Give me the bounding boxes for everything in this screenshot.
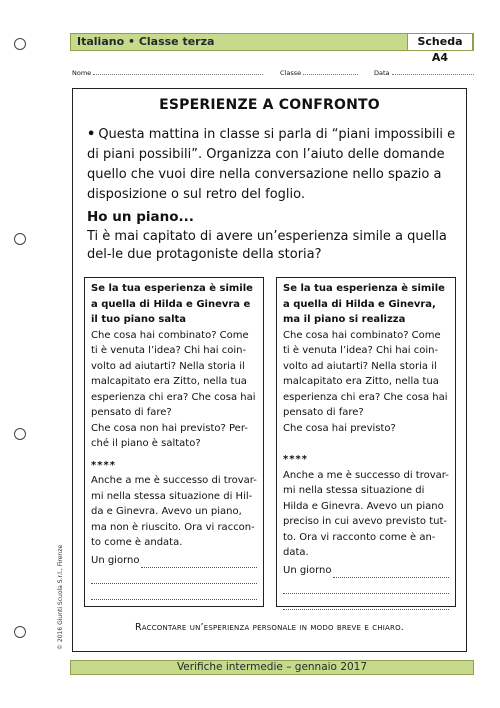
sheet-label: Scheda A4: [407, 33, 473, 51]
right-column: [276, 277, 456, 607]
subject-label: Italiano • Classe terza: [77, 35, 215, 48]
column-questions-2: Che cosa hai previsto?: [283, 422, 396, 434]
column-questions: Che cosa hai combinato? Come ti è venuta l’idea? Chi hai coin-volto ad aiutarti? Nella storia il malcapitato era Zitto, nella tua esperienza chi era? Che cosa hai pensato di fare?: [283, 329, 448, 418]
class-field[interactable]: [280, 68, 358, 77]
column-text: Anche a me è successo di trovar-mi nella stessa situazione di Hil-da e Ginevra. Avevo un piano, ma non è riuscito. Ora vi raccon-to come è andata.: [91, 475, 257, 548]
binder-hole-3: [14, 428, 26, 440]
answer-start: Un giorno: [91, 554, 140, 566]
column-text: Anche a me è successo di trovar-mi nella stessa situazione di Hilda e Ginevra. Avevo un piano preciso in cui avevo previsto tut-to. Ora vi racconto come è an-data.: [283, 469, 449, 558]
date-label: Data: [374, 69, 390, 77]
instruction-text: Raccontare un’esperienza personale in modo breve e chiaro.: [134, 622, 405, 633]
date-field[interactable]: [374, 68, 474, 77]
left-column: [84, 277, 264, 607]
answer-line[interactable]: [283, 580, 449, 594]
section-question: Ti è mai capitato di avere un’esperienza simile a quella del-le due protagoniste della storia?: [87, 229, 447, 262]
answer-line[interactable]: [91, 586, 257, 600]
column-questions: Che cosa hai combinato? Come ti è venuta l’idea? Chi hai coin-volto ad aiutarti? Nella storia il malcapitato era Zitto, nella tua esperienza chi era? Che cosa hai pensato di fare?: [91, 329, 256, 418]
class-label: Classe: [280, 69, 302, 77]
answer-line[interactable]: [91, 553, 257, 569]
answer-line[interactable]: [91, 570, 257, 584]
binder-hole-4: [14, 626, 26, 638]
section-heading: Ho un piano...: [87, 209, 194, 225]
exercise-frame: [72, 88, 467, 652]
column-separator: ****: [283, 454, 308, 465]
name-field[interactable]: [72, 68, 263, 77]
column-heading: Se la tua esperienza è simile a quella di Hilda e Ginevra, ma il piano si realizza: [283, 283, 445, 325]
binder-hole-2: [14, 233, 26, 245]
column-questions-2: Che cosa non hai previsto? Per-ché il piano è saltato?: [91, 422, 248, 449]
name-label: Nome: [72, 69, 92, 77]
intro-text: Questa mattina in classe si parla di “piani impossibili e di piani possibili”. Organizza con l’aiuto delle domande quello che vuoi dire nella conversazione nello spazio a disposizione o sul retro del foglio.: [87, 127, 456, 202]
copyright-text: © 2016 Giunti Scuola S.r.l., Firenze: [57, 544, 64, 650]
bullet-icon: •: [87, 127, 96, 142]
answer-start: Un giorno: [283, 564, 332, 576]
column-separator: ****: [91, 459, 116, 471]
answer-line[interactable]: [283, 596, 449, 610]
column-heading: Se la tua esperienza è simile a quella di Hilda e Ginevra e il tuo piano salta: [91, 283, 253, 325]
page-title: ESPERIENZE A CONFRONTO: [159, 97, 380, 113]
binder-hole-1: [14, 38, 26, 50]
header-band: [70, 33, 474, 64]
student-fields: [72, 68, 474, 80]
footer-text: Verifiche intermedie – gennaio 2017: [176, 661, 368, 673]
answer-line[interactable]: [283, 563, 449, 579]
footer-band: [70, 660, 474, 675]
intro-paragraph: [87, 125, 462, 205]
